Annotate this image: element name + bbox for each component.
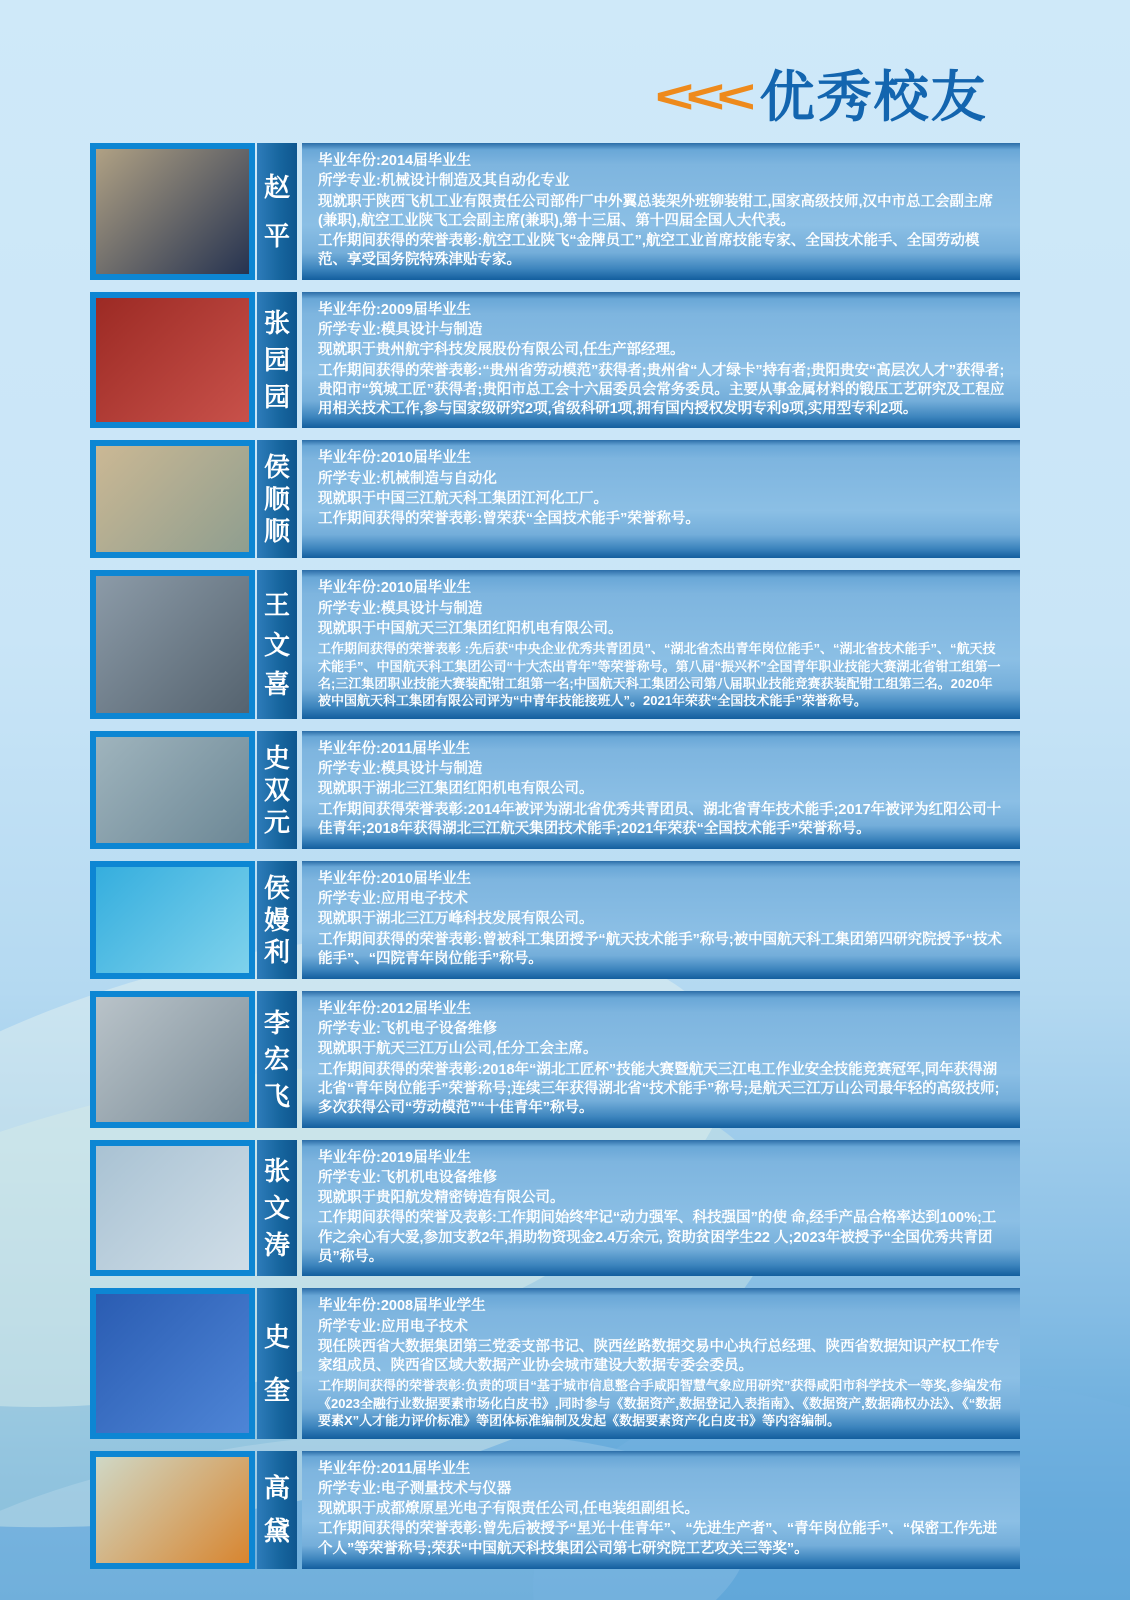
alumni-details	[302, 991, 1020, 1128]
alumni-details	[302, 143, 1020, 280]
alumni-name-char: 平	[263, 220, 290, 251]
alumni-name-char: 双	[263, 774, 290, 805]
graduation-year: 毕业年份:2014届毕业生	[318, 153, 472, 169]
alumni-card	[90, 991, 1020, 1128]
alumni-name	[257, 731, 297, 849]
graduation-year: 毕业年份:2010届毕业生	[318, 450, 472, 467]
alumni-name-char: 利	[263, 936, 290, 967]
alumni-details	[302, 570, 1020, 718]
major: 所学专业:飞机机电设备维修	[318, 1169, 497, 1186]
alumni-photo-frame	[90, 292, 255, 429]
alumni-name-char: 元	[263, 806, 290, 837]
graduation-year: 毕业年份:2008届毕业学生	[318, 1298, 486, 1315]
alumni-name-char: 高	[263, 1473, 290, 1504]
chevron-left-icons: <<<	[655, 69, 748, 124]
alumni-name-char: 张	[263, 1156, 290, 1187]
alumni-name-char: 奎	[263, 1375, 290, 1406]
alumni-photo-man-with-red-sash-at-conference	[96, 446, 249, 552]
alumni-photo-woman-in-orange-dress-crafts-wall	[96, 1457, 249, 1563]
alumni-name	[257, 861, 297, 979]
alumni-name-char: 飞	[263, 1080, 290, 1111]
alumni-name-char: 文	[263, 1192, 290, 1223]
alumni-name-char: 顺	[263, 516, 290, 547]
alumni-name-char: 侯	[263, 452, 290, 483]
major: 所学专业:机械制造与自动化	[318, 470, 497, 487]
alumni-photo-frame	[90, 570, 255, 718]
graduation-year: 毕业年份:2009届毕业生	[318, 301, 472, 318]
alumni-name-char: 宏	[263, 1044, 290, 1075]
alumni-name-char: 史	[263, 1321, 290, 1352]
current-position: 现就职于湖北三江万峰科技发展有限公司。	[318, 911, 594, 928]
alumni-photo-frame	[90, 861, 255, 979]
alumni-name-char: 文	[263, 629, 290, 660]
alumni-details	[302, 440, 1020, 558]
major: 所学专业:应用电子技术	[318, 891, 468, 908]
alumni-name-char: 顺	[263, 484, 290, 515]
graduation-year: 毕业年份:2019届毕业生	[318, 1149, 472, 1166]
alumni-name-char: 史	[263, 742, 290, 773]
alumni-details	[302, 731, 1020, 849]
alumni-name-char: 赵	[263, 171, 290, 202]
alumni-card	[90, 440, 1020, 558]
alumni-photo-man-with-metal-ring-in-workshop	[96, 737, 249, 843]
alumni-details	[302, 861, 1020, 979]
alumni-card	[90, 570, 1020, 718]
graduation-year: 毕业年份:2011届毕业生	[318, 1460, 471, 1477]
alumni-photo-woman-in-blue-cleanroom-suit	[96, 867, 249, 973]
honors: 工作期间获得的荣誉表彰:2018年“湖北工匠杯”技能大赛暨航天三江电工作业安全技能竞赛冠军,同年获得湖北省“青年岗位能手”荣誉称号;连续三年获得湖北省“技术能手”称号;是航天三江万山公司最年轻的高级技师;多次获得公司“劳动模范”“十佳青年”称号。	[318, 1061, 1000, 1117]
page-header	[655, 65, 988, 128]
honors: 工作期间获得的荣誉表彰:曾荣获“全国技术能手”荣誉称号。	[318, 511, 700, 528]
alumni-name	[257, 1451, 297, 1569]
alumni-name	[257, 1140, 297, 1277]
alumni-card	[90, 1451, 1020, 1569]
alumni-name	[257, 991, 297, 1128]
honors: 工作期间获得的荣誉表彰:曾被科工集团授予“航天技术能手”称号;被中国航天科工集团第四研究院授予“技术能手”、“四院青年岗位能手”称号。	[318, 931, 1002, 967]
honors: 工作期间获得荣誉表彰:2014年被评为湖北省优秀共青团员、湖北省青年技术能手;2017年被评为红阳公司十佳青年;2018年获得湖北三江航天集团技术能手;2021年荣获“全国技术能手”荣誉称号。	[318, 801, 1002, 837]
major: 所学专业:模具设计与制造	[318, 600, 483, 617]
alumni-card	[90, 1140, 1020, 1277]
alumni-name	[257, 143, 297, 280]
major: 所学专业:模具设计与制造	[318, 761, 483, 778]
alumni-details	[302, 292, 1020, 429]
alumni-photo-frame	[90, 1288, 255, 1438]
honors: 工作期间获得的荣誉表彰:负责的项目“基于城市信息整合手咸阳智慧气象应用研究”获得咸阳市科学技术一等奖,参编发布《2023全融行业数据要素市场化白皮书》,同时参与《数据资产,数据登记入表指南》、《数据资产,数据确权办法》、《“数据要素X”人才能力评价标准》等团体标准编制及发起《数据要素资产化白皮书》等内容编制。	[318, 1378, 1002, 1429]
alumni-photo-man-speaking-at-blue-stage-podium	[96, 1294, 249, 1432]
current-position: 现就职于成都燎原星光电子有限责任公司,任电装组副组长。	[318, 1501, 700, 1518]
graduation-year: 毕业年份:2011届毕业生	[318, 740, 471, 757]
alumni-name	[257, 292, 297, 429]
current-position: 现就职于中国航天三江集团红阳机电有限公司。	[318, 620, 623, 637]
graduation-year: 毕业年份:2010届毕业生	[318, 870, 472, 887]
major: 所学专业:飞机电子设备维修	[318, 1021, 497, 1038]
current-position: 现就职于航天三江万山公司,任分工会主席。	[318, 1041, 598, 1058]
alumni-name-char: 园	[263, 381, 290, 412]
alumni-card	[90, 1288, 1020, 1438]
alumni-name-char: 园	[263, 345, 290, 376]
alumni-photo-frame	[90, 991, 255, 1128]
alumni-name	[257, 440, 297, 558]
alumni-name-char: 嫚	[263, 904, 290, 935]
major: 所学专业:应用电子技术	[318, 1318, 468, 1335]
alumni-name-char: 涛	[263, 1229, 290, 1260]
alumni-name-char: 喜	[263, 669, 290, 700]
current-position: 现就职于贵州航宇科技发展股份有限公司,任生产部经理。	[318, 342, 685, 359]
honors: 工作期间获得的荣誉表彰 :先后获“中央企业优秀共青团员”、“湖北省杰出青年岗位能手”、“湖北省技术能手”、“航天技术能手”、中国航天科工集团公司“十大杰出青年”等荣誉称号。第八届“振兴杯”全国青年职业技能大赛湖北省钳工组第一名;三江集团职业技能大赛装配钳工组第一名;中国航天科工集团公司第八届职业技能竞赛获装配钳工组第三名。2020年被中国航天科工集团有限公司评为“中青年技能接班人”。2021年荣获“全国技术能手”荣誉称号。	[318, 641, 1001, 709]
alumni-name-char: 侯	[263, 872, 290, 903]
alumni-name-char: 李	[263, 1007, 290, 1038]
current-position: 现就职于贵阳航发精密铸造有限公司。	[318, 1190, 565, 1207]
current-position: 现就职于中国三江航天科工集团江河化工厂。	[318, 490, 608, 507]
major: 所学专业:模具设计与制造	[318, 321, 483, 338]
honors: 工作期间获得的荣誉表彰:航空工业陕飞“金牌员工”,航空工业首席技能专家、全国技术能手、全国劳动模范、享受国务院特殊津贴专家。	[318, 233, 980, 269]
current-position: 现就职于陕西飞机工业有限责任公司部件厂中外翼总装架外班铆装钳工,国家高级技师,汉中市总工会副主席(兼职),航空工业陕飞工会副主席(兼职),第十三届、第十四届全国人大代表。	[318, 193, 994, 229]
honors: 工作期间获得的荣誉及表彰:工作期间始终牢记“动力强军、科技强国”的使 命,经手产品合格率达到100%;工作之余心有大爱,参加支教2年,捐助物资现金2.4万余元, 资助贫困学生22 人;2023年被授予“全国优秀共青团员”称号。	[318, 1210, 997, 1265]
alumni-name-char: 王	[263, 589, 290, 620]
alumni-photo-man-with-red-sash-in-red-hall	[96, 298, 249, 423]
alumni-card	[90, 292, 1020, 429]
alumni-photo-man-working-on-electronics-bench	[96, 997, 249, 1122]
alumni-photo-frame	[90, 1140, 255, 1277]
alumni-card-list	[90, 143, 1020, 1569]
alumni-photo-man-inspecting-part-closeup	[96, 576, 249, 712]
page-title: 优秀校友	[759, 65, 988, 128]
graduation-year: 毕业年份:2012届毕业生	[318, 1000, 472, 1017]
current-position: 现就职于湖北三江集团红阳机电有限公司。	[318, 781, 594, 798]
alumni-name	[257, 570, 297, 718]
alumni-name-char: 张	[263, 308, 290, 339]
graduation-year: 毕业年份:2010届毕业生	[318, 580, 472, 597]
alumni-card	[90, 731, 1020, 849]
alumni-photo-frame	[90, 1451, 255, 1569]
major: 所学专业:机械设计制造及其自动化专业	[318, 173, 570, 190]
alumni-details	[302, 1140, 1020, 1277]
alumni-photo-man-at-factory-equipment	[96, 1146, 249, 1271]
alumni-card	[90, 143, 1020, 280]
alumni-details	[302, 1451, 1020, 1569]
alumni-name-char: 黛	[263, 1515, 290, 1546]
alumni-photo-man-in-dark-suit-portrait	[96, 149, 249, 274]
alumni-card	[90, 861, 1020, 979]
honors: 工作期间获得的荣誉表彰:“贵州省劳动模范”获得者;贵州省“人才绿卡”持有者;贵阳贵安“高层次人才”获得者;贵阳市“筑城工匠”获得者;贵阳市总工会十六届委员会常务委员。主要从事金属材料的锻压工艺研究及工程应用相关技术工作,参与国家级研究2项,省级科研1项,拥有国内授权发明专利9项,实用型专利2项。	[318, 362, 1005, 418]
honors: 工作期间获得的荣誉表彰:曾先后被授予“星光十佳青年”、“先进生产者”、“青年岗位能手”、“保密工作先进个人”等荣誉称号;荣获“中国航天科技集团公司第七研究院工艺攻关三等奖”。	[318, 1521, 998, 1557]
major: 所学专业:电子测量技术与仪器	[318, 1480, 512, 1497]
current-position: 现任陕西省大数据集团第三党委支部书记、陕西丝路数据交易中心执行总经理、陕西省数据知识产权工作专家组成员、陕西省区域大数据产业协会城市建设大数据专委会委员。	[318, 1338, 1000, 1375]
alumni-photo-frame	[90, 731, 255, 849]
alumni-photo-frame	[90, 143, 255, 280]
alumni-name	[257, 1288, 297, 1438]
alumni-photo-frame	[90, 440, 255, 558]
alumni-details	[302, 1288, 1020, 1438]
